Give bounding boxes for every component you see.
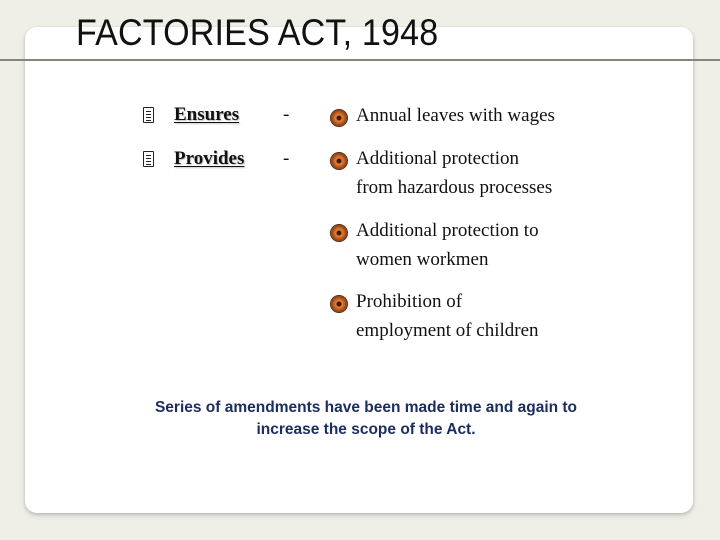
- label-row-ensures: [143, 104, 239, 126]
- amendments-note: [90, 397, 642, 441]
- list-item-line: Prohibition of: [356, 291, 463, 312]
- list-item: [356, 101, 555, 130]
- list-item-line: Additional protection: [356, 148, 520, 169]
- slide-title: FACTORIES ACT, 1948: [76, 12, 439, 53]
- document-icon: [143, 151, 154, 167]
- list-item-line: from hazardous processes: [356, 177, 553, 198]
- list-item-line: Annual leaves with wages: [356, 105, 555, 126]
- dash-provides: -: [283, 148, 290, 169]
- bullet-icon: [331, 110, 347, 126]
- list-item-line: Additional protection to: [356, 220, 539, 241]
- note-line: increase the scope of the Act.: [256, 421, 476, 438]
- list-item-line: employment of children: [356, 320, 539, 341]
- list-item-line: women workmen: [356, 249, 489, 270]
- list-item: [356, 144, 552, 202]
- list-item: [356, 216, 539, 274]
- label-provides: Provides: [174, 148, 245, 169]
- dash-ensures: -: [283, 104, 290, 125]
- label-ensures: Ensures: [174, 104, 240, 125]
- note-line: Series of amendments have been made time and again to: [154, 399, 578, 416]
- bullet-icon: [331, 153, 347, 169]
- document-icon: [143, 107, 154, 123]
- bullet-icon: [331, 225, 347, 241]
- bullet-icon: [331, 296, 347, 312]
- list-item: [356, 287, 539, 345]
- label-row-provides: [143, 148, 244, 170]
- title-rule: [0, 59, 720, 61]
